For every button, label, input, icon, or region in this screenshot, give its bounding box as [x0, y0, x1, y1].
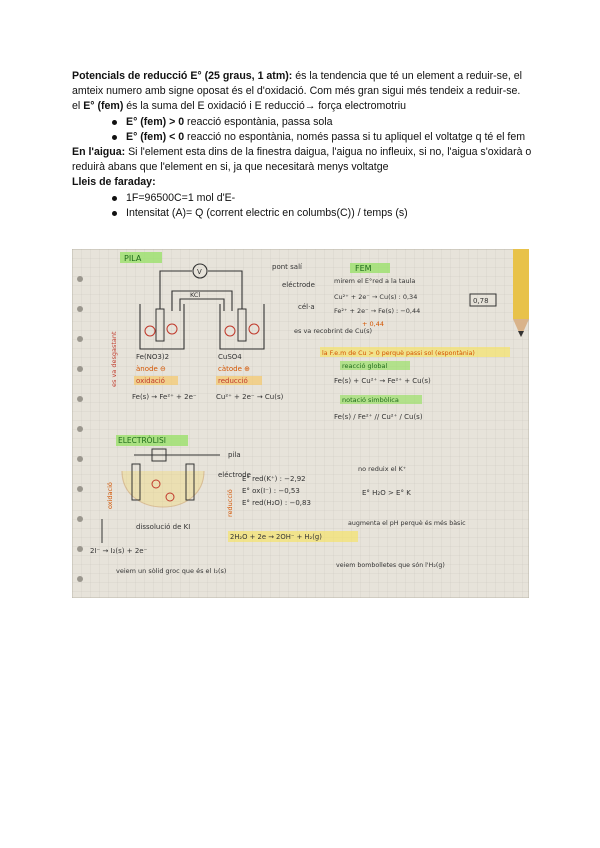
bullet-term: E° (fem) < 0: [126, 130, 185, 143]
veiem-label: veiem un sòlid groc que és el I₂(s): [116, 567, 227, 575]
fe-no3-label: Fe(NO3)2: [136, 353, 170, 361]
fem-total: 0,78: [473, 297, 489, 305]
dissolucio-label: dissolució de KI: [136, 523, 191, 531]
svg-text:KCl: KCl: [190, 291, 201, 299]
recobrint-label: es va recobrint de Cu(s): [294, 327, 373, 335]
oxidacio-label: oxidació: [136, 377, 165, 385]
bombolletes-label: veiem bombolletes que són l'H₂(g): [336, 562, 445, 569]
water-potential: E° red(H₂O) : −0,83: [242, 499, 311, 507]
water-title: En l'aigua:: [72, 146, 126, 159]
electrode-small-label: eléctrode: [218, 471, 251, 479]
svg-text:V: V: [197, 268, 202, 276]
espontania-label: la F.e.m de Cu > 0 perquè passi sol (espontània): [322, 350, 475, 357]
no-reduix-label: no reduix el K⁺: [358, 465, 407, 473]
reduction-potential-paragraph: [72, 69, 542, 99]
handwritten-notes-photo: [72, 249, 529, 598]
water-paragraph: [72, 145, 542, 175]
anode-label: ànode ⊖: [136, 365, 166, 373]
faraday-heading: Lleis de faraday:: [72, 176, 156, 189]
catode-label: càtode ⊕: [218, 365, 251, 373]
augmenta-ph-label: augmenta el pH perquè és més bàsic: [348, 520, 466, 527]
reduccio-side-label: reducció: [226, 489, 234, 517]
mirem-label: mirem el E°red a la taula: [334, 277, 416, 285]
cu-reduction-equation: Cu²⁺ + 2e⁻ → Cu(s): [216, 393, 284, 401]
fem-heading: FEM: [355, 264, 372, 273]
iodide-potential: E° ox(I⁻) : −0,53: [242, 487, 300, 495]
iodide-equation: 2I⁻ → I₂(s) + 2e⁻: [90, 547, 148, 555]
pencil: [513, 249, 529, 337]
fem-bullet-list: [72, 115, 542, 145]
notacio-heading: notació simbòlica: [342, 396, 399, 404]
electrode-label: eléctrode: [282, 281, 315, 289]
cuso4-label: CuSO4: [218, 353, 242, 361]
bullet-text: reacció no espontània, només passa si tu apliquel el voltatge q té el fem: [184, 130, 526, 143]
electrolisi-heading: ELECTRÒLISI: [118, 436, 166, 445]
notes-text: [72, 69, 542, 221]
reduccio-label: reducció: [218, 377, 248, 385]
list-item: Intensitat (A)= Q (corrent electric en columbs(C)) / temps (s): [112, 206, 542, 221]
global-equation: Fe(s) + Cu²⁺ → Fe²⁺ + Cu(s): [334, 377, 431, 385]
list-item: 1F=96500C=1 mol d'E-: [112, 191, 542, 206]
pila-heading: PILA: [124, 254, 142, 263]
fem-definition: [72, 99, 542, 114]
water-vs-potassium: E° H₂O > E° K: [362, 489, 411, 497]
desgastant-label: es va desgastant: [110, 331, 118, 387]
faraday-bullet-list: [72, 191, 542, 221]
pila-small-label: pila: [228, 451, 241, 459]
section-body: és la tendencia que té un element a reduir-se, el amteix numero amb signe oposat és el d'oxidació. Com més gran sigui més tendeix a reduir-se.: [72, 70, 522, 98]
fem-text: és la suma del E oxidació i E reducció→ força electromotriu: [123, 100, 406, 113]
fem-prefix: el: [72, 100, 84, 113]
notacio-equation: Fe(s) / Fe²⁺ // Cu²⁺ / Cu(s): [334, 413, 423, 421]
fem-term: E° (fem): [83, 100, 124, 113]
pont-sali-label: pont salí: [272, 263, 302, 271]
list-item: [112, 130, 542, 145]
bullet-term: E° (fem) > 0: [126, 115, 185, 128]
list-item: [112, 115, 542, 130]
faraday-title: [72, 175, 542, 190]
reaccio-global-heading: reacció global: [342, 362, 388, 370]
water-reduction-equation: 2H₂O + 2e → 2OH⁻ + H₂(g): [230, 533, 322, 541]
oxidacio-side-label: oxidació: [106, 482, 114, 509]
water-body: Si l'element esta dins de la finestra daigua, l'aigua no infleuix, si no, l'aigua s'oxidarà o reduirà abans que l'element en si, ja que necesitarà menys voltatge: [72, 146, 532, 174]
fe-oxidation-equation: Fe(s) → Fe²⁺ + 2e⁻: [132, 393, 197, 401]
section-title: Potencials de reducció E° (25 graus, 1 atm):: [72, 70, 293, 82]
potassium-potential: E° red(K⁺) : −2,92: [242, 475, 306, 483]
cu-potential: Cu²⁺ + 2e⁻ → Cu(s) : 0,34: [334, 293, 418, 301]
cela-label: cél·a: [298, 303, 315, 311]
fe-potential: Fe²⁺ + 2e⁻ → Fe(s) : −0,44: [334, 307, 421, 315]
fe-inverted-potential: + 0,44: [362, 320, 384, 328]
bullet-text: reacció espontània, passa sola: [184, 115, 333, 128]
